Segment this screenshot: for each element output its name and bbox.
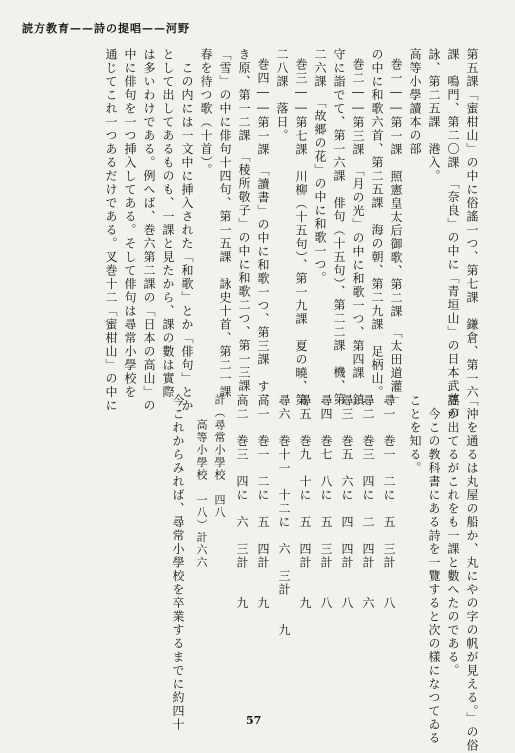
text-column: 巻三――第七課 川柳（十五句）、第一九課 夏の曉、第: [294, 58, 308, 407]
table-row: 高二 巻三 四に 六 三計 九: [235, 394, 249, 610]
text-column: の中に和歌六首、第二五課 海の朝、第二九課 足柄山。: [370, 48, 384, 399]
text-column: 今この教科書にある詩を一覽すると次の樣になつてゐる: [427, 394, 441, 745]
table-row: 尋二 巻三 四に 二 四計 六: [361, 394, 375, 610]
text-column: として出してあるものも、一課と見たから、課の數は實際: [161, 48, 175, 399]
text-column: 春を待つ歌（十首）。: [199, 48, 213, 177]
text-column: き原、第一二課 「稜所敬子」の中に和歌二つ、第一三課: [237, 48, 251, 393]
table-row: 尋六 巻十一 十二に 六 三計 九: [277, 394, 291, 637]
table-total: 高等小學校 一八）計六六: [195, 394, 208, 569]
table-row: 尋一 巻一 二に 五 三計 八: [382, 394, 396, 610]
text-column: 課 鳴門、第二〇課 「奈良」の中に「青垣山」の日本武尊の: [446, 48, 460, 420]
table-row: 高一 巻一 二に 五 四計 九: [256, 394, 270, 610]
text-column: 二六課 「故郷の花」の中に和歌一つ。: [313, 48, 327, 285]
text-column: ことを知る。: [408, 394, 422, 475]
text-column: 「雪」の中に俳句十四句、第一五課 詠史十首、第二一課: [218, 48, 232, 399]
text-column: 詠、第二五課 港入。: [427, 48, 441, 183]
text-column: 通じてこれ一つあるだけである。叉巻十二「蜜柑山」の中に: [104, 48, 118, 413]
text-column: 巻一――第一課 照憲皇太后御歌、第二課 「太田道灌」: [389, 58, 403, 407]
table-row: 尋四 巻七 八に 五 三計 八: [319, 394, 333, 610]
text-column: 巻四――第一課 「讀書」の中に和歌一つ、第三課 す、: [256, 58, 270, 407]
section-heading: 高等小學讀本の部: [408, 48, 422, 156]
text-column: 巻二――第三課 「月の光」の中に和歌一つ、第四課 鎮: [351, 58, 365, 407]
text-column: は多いわけである。例へば、巻六第二課の「日本の高山」の: [142, 48, 156, 413]
text-column: 謠が出てるがこれをも一課と數へたのである。: [446, 394, 460, 678]
text-column: 二八課 落日。: [275, 48, 289, 143]
page-number: 57: [246, 714, 262, 727]
table-total: 計（尋常小學校 四八: [213, 394, 226, 519]
text-column: 中に俳句を一つ挿入してある。そして俳句は尋常小學校を: [123, 48, 137, 399]
text-column: 第五課「蜜柑山」の中に俗謠一つ、第七課 鎌倉、第一六: [465, 48, 479, 399]
text-column: 今これからみれば、尋常小學校を卒業するまでに約四十: [171, 394, 185, 732]
text-column: 守に詣でて、第一六課 俳句（十五句）、第二二課 機、第: [332, 48, 346, 407]
text-column: 「沖を通るは丸屋の船か、丸にやの字の帆が見える。」の俗: [465, 394, 479, 753]
table-row: 尋五 巻九 十に 五 四計 九: [298, 394, 312, 610]
running-header: 読方教育——詩の提唱——河野: [22, 22, 190, 35]
text-column: この内には一文中に挿入された「和歌」とか「俳句」とか: [180, 48, 194, 413]
table-row: 尋三 巻五 六に 四 四計 八: [340, 394, 354, 610]
